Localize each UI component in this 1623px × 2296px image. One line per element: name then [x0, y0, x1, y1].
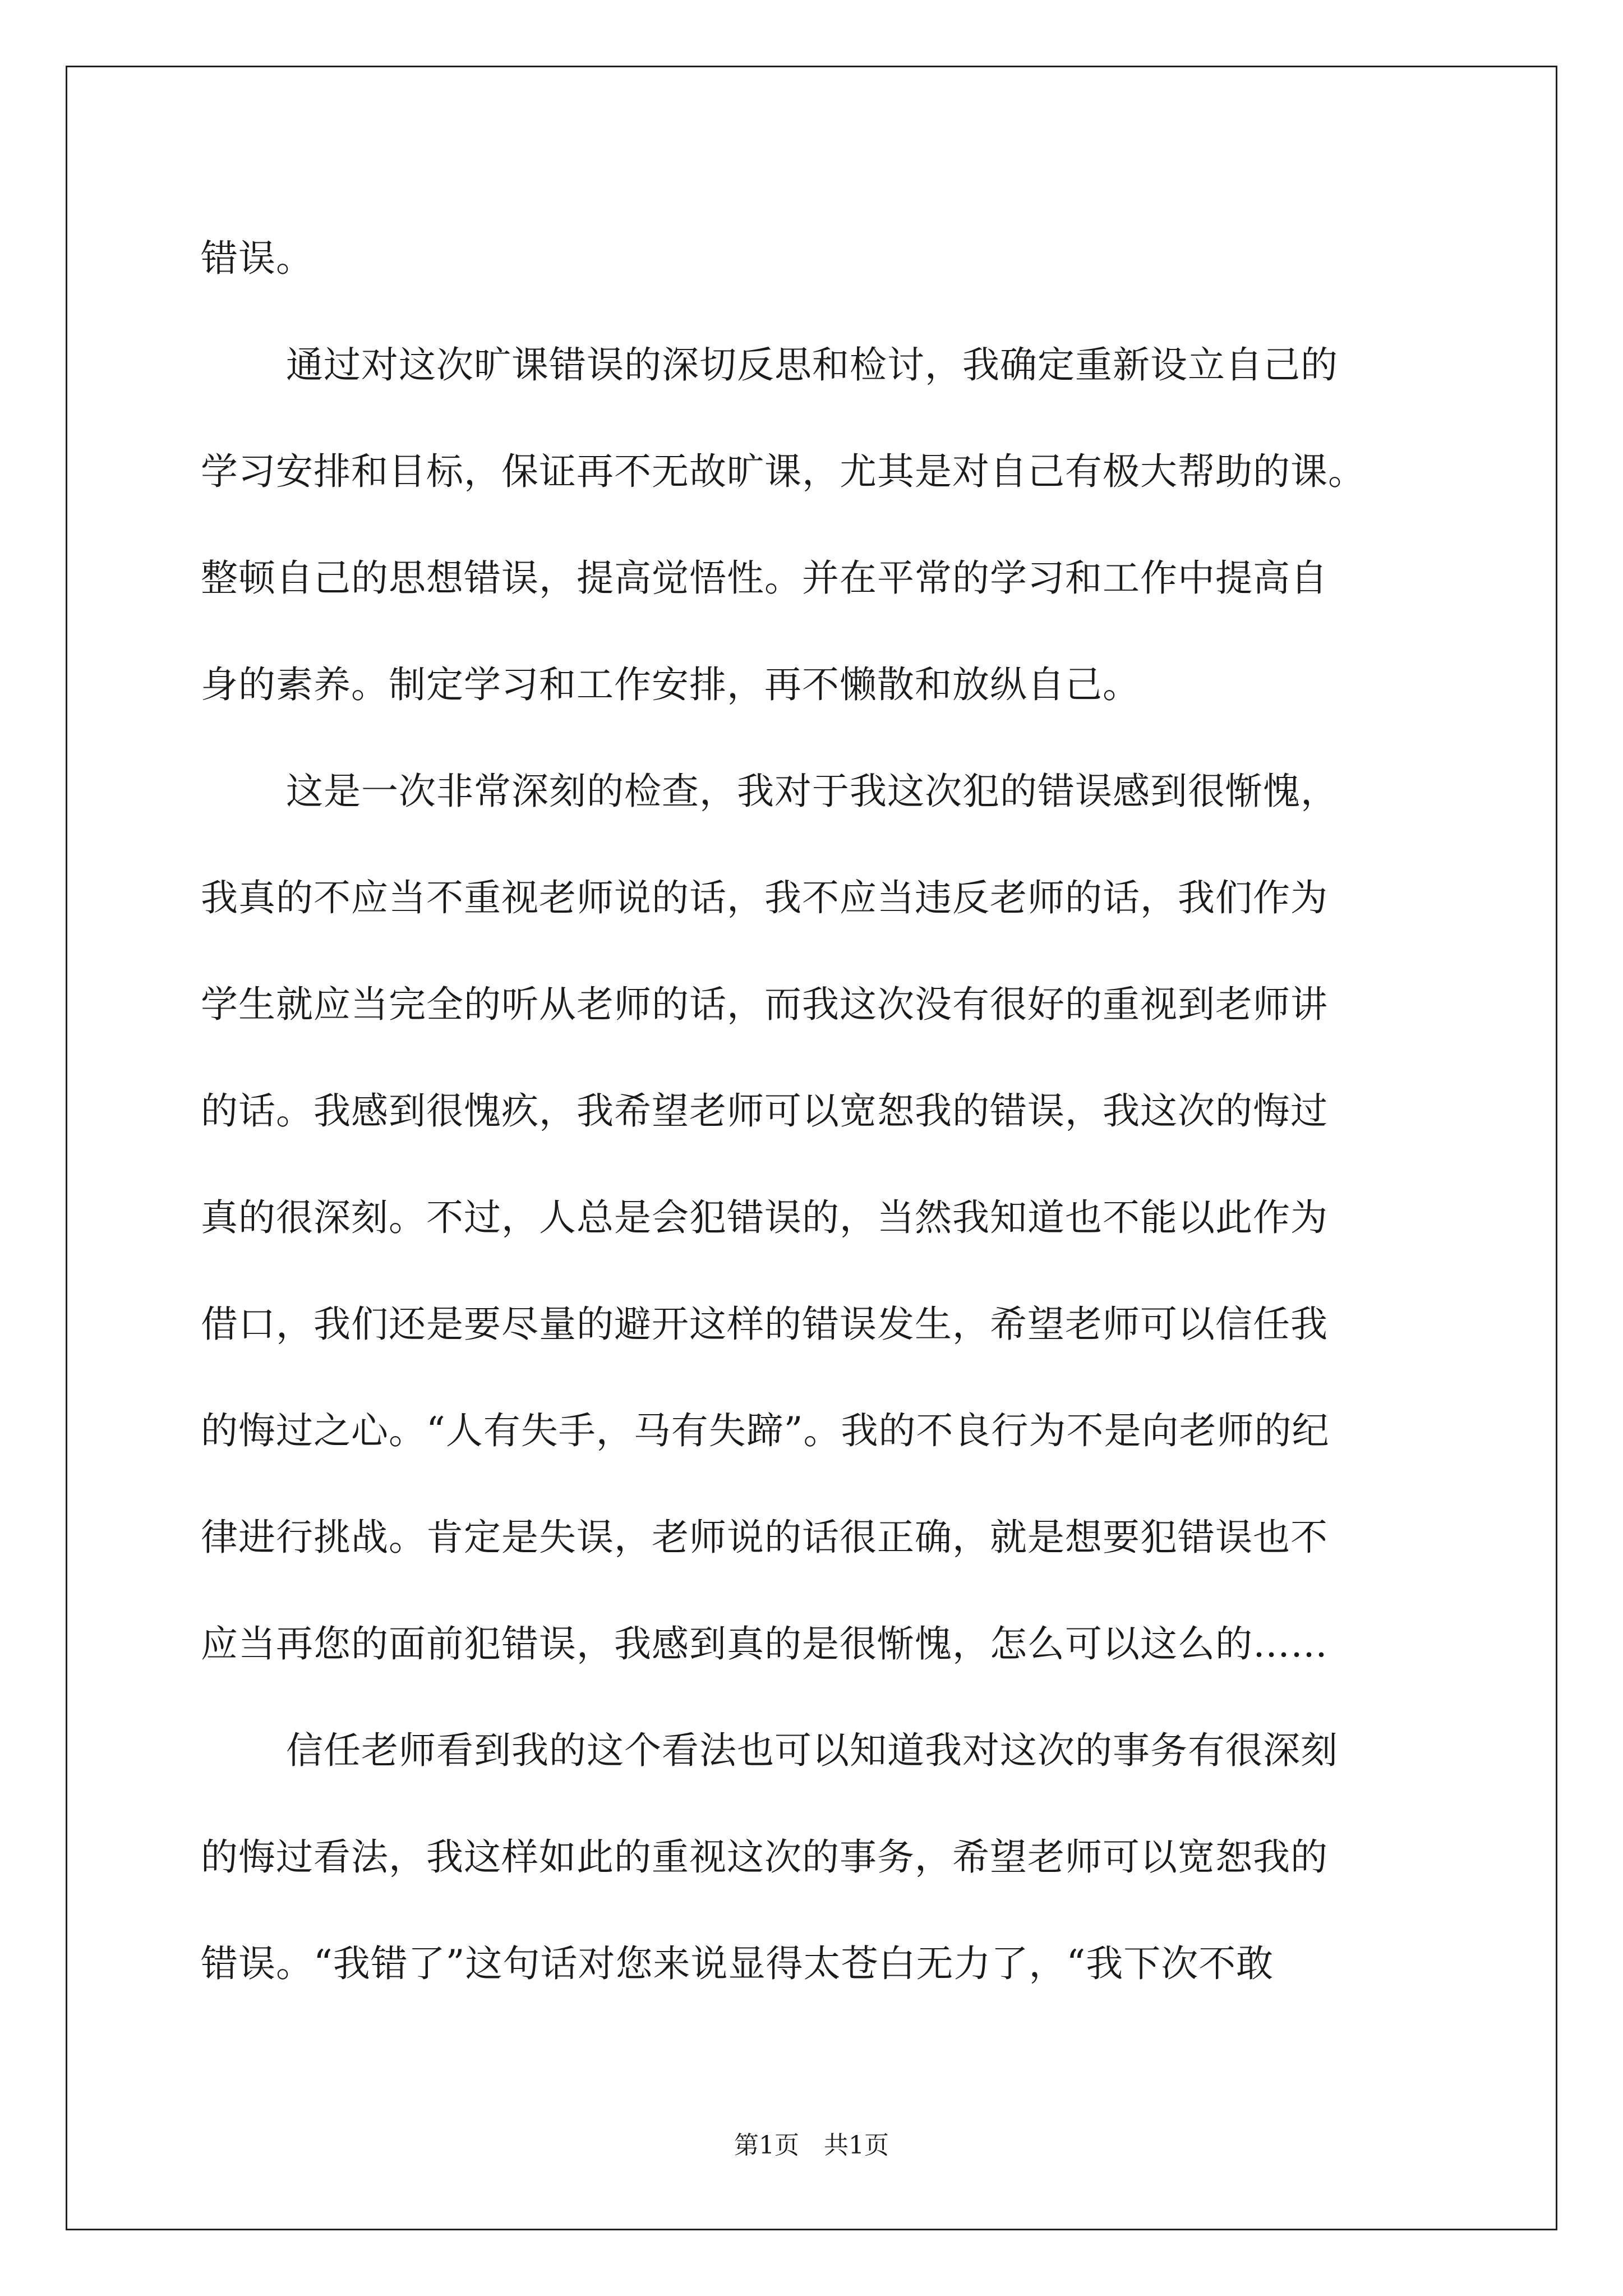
text-line: 的话。我感到很愧疚，我希望老师可以宽恕我的错误，我这次的悔过: [201, 1089, 1328, 1133]
text-line: 通过对这次旷课错误的深切反思和检讨，我确定重新设立自己的: [286, 343, 1338, 386]
text-line: 整顿自己的思想错误，提高觉悟性。并在平常的学习和工作中提高自: [201, 556, 1328, 600]
text-line: 错误。“我错了”这句话对您来说显得太苍白无力了，“我下次不敢: [201, 1942, 1274, 1985]
text-line: 这是一次非常深刻的检查，我对于我这次犯的错误感到很惭愧，: [286, 770, 1338, 813]
text-line: 借口，我们还是要尽量的避开这样的错误发生，希望老师可以信任我: [201, 1303, 1328, 1346]
text-line: 律进行挑战。肯定是失误，老师说的话很正确，就是想要犯错误也不: [201, 1516, 1328, 1559]
text-line: 应当再您的面前犯错误，我感到真的是很惭愧，怎么可以这么的……: [201, 1622, 1328, 1665]
text-line: 学习安排和目标，保证再不无故旷课，尤其是对自己有极大帮助的课。: [201, 450, 1366, 493]
text-line: 真的很深刻。不过，人总是会犯错误的，当然我知道也不能以此作为: [201, 1196, 1328, 1239]
text-line: 身的素养。制定学习和工作安排，再不懒散和放纵自己。: [201, 663, 1140, 706]
document-body: [201, 205, 1448, 2017]
text-line: 的悔过之心。“人有失手，马有失蹄”。我的不良行为不是向老师的纪: [201, 1409, 1330, 1452]
page-footer: 第1页 共1页: [734, 2131, 889, 2160]
text-line: 学生就应当完全的听从老师的话，而我这次没有很好的重视到老师讲: [201, 983, 1328, 1026]
text-line: 的悔过看法，我这样如此的重视这次的事务，希望老师可以宽恕我的: [201, 1835, 1328, 1879]
text-line: 信任老师看到我的这个看法也可以知道我对这次的事务有很深刻: [286, 1729, 1338, 1772]
text-line: 错误。: [201, 237, 313, 280]
text-line: 我真的不应当不重视老师说的话，我不应当违反老师的话，我们作为: [201, 876, 1328, 919]
